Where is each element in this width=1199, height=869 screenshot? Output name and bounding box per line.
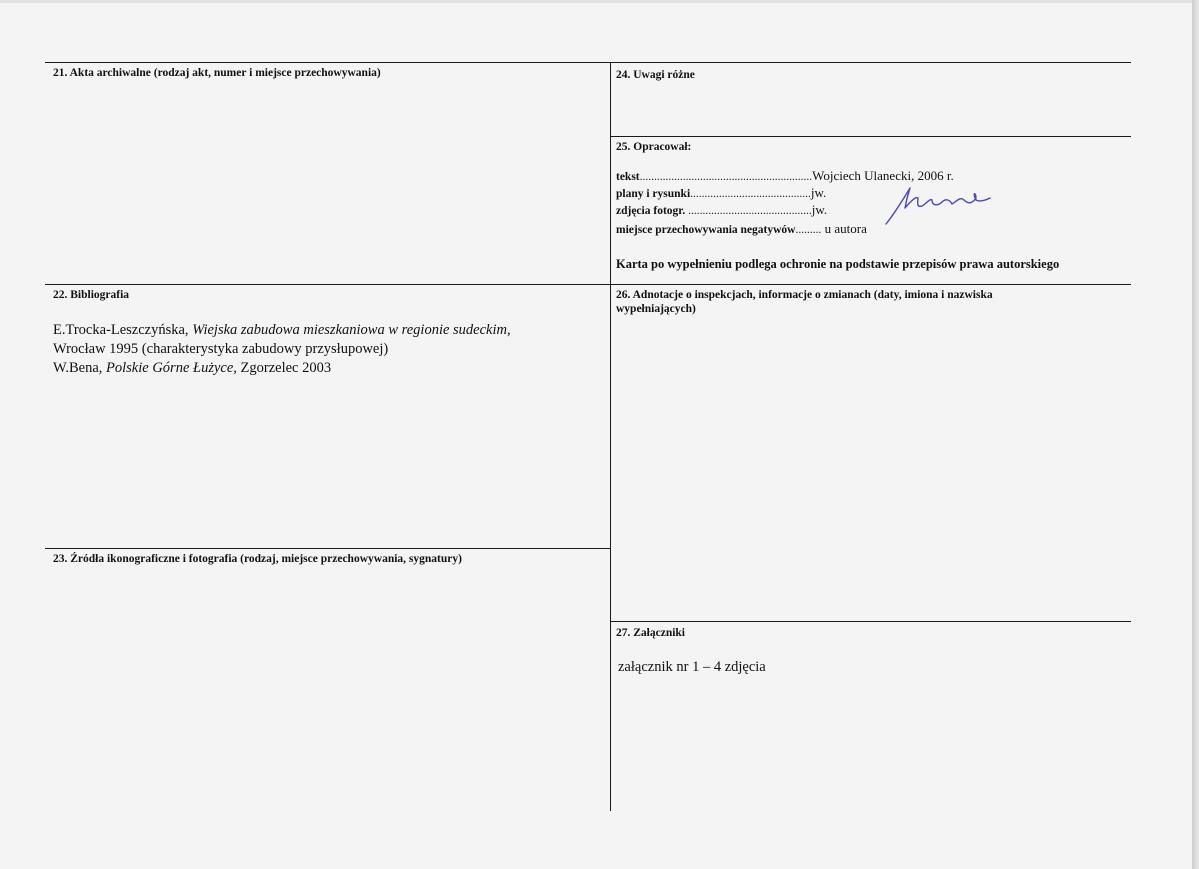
rule-26-27	[610, 621, 1131, 622]
section-26-label: 26. Adnotacje o inspekcjach, informacje o zmianach (daty, imiona i nazwiska wypełniających)	[616, 289, 993, 315]
section-24-label: 24. Uwagi różne	[616, 69, 695, 81]
bib-title: Wiejska zabudowa mieszkaniowa w regionie sudeckim,	[192, 322, 511, 338]
bib-rest: Zgorzelec 2003	[236, 360, 332, 376]
prep-value: jw.	[811, 202, 828, 217]
section-21-label: 21. Akta archiwalne (rodzaj akt, numer i miejsce przechowywania)	[53, 67, 381, 79]
bibliography-entry-1-continued	[53, 340, 388, 359]
prep-key: tekst	[616, 171, 640, 183]
middle-rule	[45, 284, 1131, 285]
rule-24-25	[610, 136, 1131, 137]
handwritten-signature	[872, 184, 1004, 228]
attachments-text: załącznik nr 1 – 4 zdjęcia	[618, 659, 766, 675]
prep-suffix: r.	[943, 168, 954, 183]
bib-author: E.Trocka-Leszczyńska,	[53, 322, 193, 338]
bibliography-entry-1	[53, 321, 511, 340]
section-22-label: 22. Bibliografia	[53, 289, 130, 301]
prep-row-text	[616, 169, 954, 184]
bib-author: W.Bena,	[53, 360, 107, 376]
bib-title: Polskie Górne Łużyce,	[106, 360, 237, 376]
section-27-label: 27. Załączniki	[616, 627, 686, 639]
prep-value: u autora	[821, 221, 867, 236]
section-25-label: 25. Opracował:	[616, 141, 692, 153]
section-23-label: 23. Źródła ikonograficzne i fotografia (rodzaj, miejsce przechowywania, sygnatury)	[53, 553, 462, 565]
rule-22-23	[45, 548, 611, 549]
top-rule	[45, 62, 1131, 63]
prep-value: jw.	[810, 185, 827, 200]
copyright-notice: Karta po wypełnieniu podlega ochronie na podstawie przepisów prawa autorskiego	[616, 257, 1060, 271]
page-edge-top	[0, 0, 1199, 3]
prep-row-photos	[616, 203, 827, 218]
prep-dots: ............................................................	[639, 171, 813, 183]
prep-key: zdjęcia fotogr.	[616, 205, 689, 217]
column-divider	[610, 62, 611, 811]
prep-dots: ...........................................	[688, 205, 812, 217]
bibliography-entry-2	[53, 359, 331, 378]
prep-dots: .........	[795, 224, 822, 236]
page-edge-right	[1192, 0, 1199, 869]
prep-dots: ..........................................	[690, 188, 811, 200]
prep-row-plans	[616, 186, 826, 201]
prep-key: plany i rysunki	[616, 188, 691, 200]
prep-key: miejsce przechowywania negatywów	[616, 224, 796, 236]
prep-row-negatives	[616, 222, 867, 237]
prep-value: Wojciech Ulanecki, 2006	[812, 168, 944, 183]
bib-rest: Wrocław 1995 (charakterystyka zabudowy przysłupowej)	[53, 341, 389, 357]
